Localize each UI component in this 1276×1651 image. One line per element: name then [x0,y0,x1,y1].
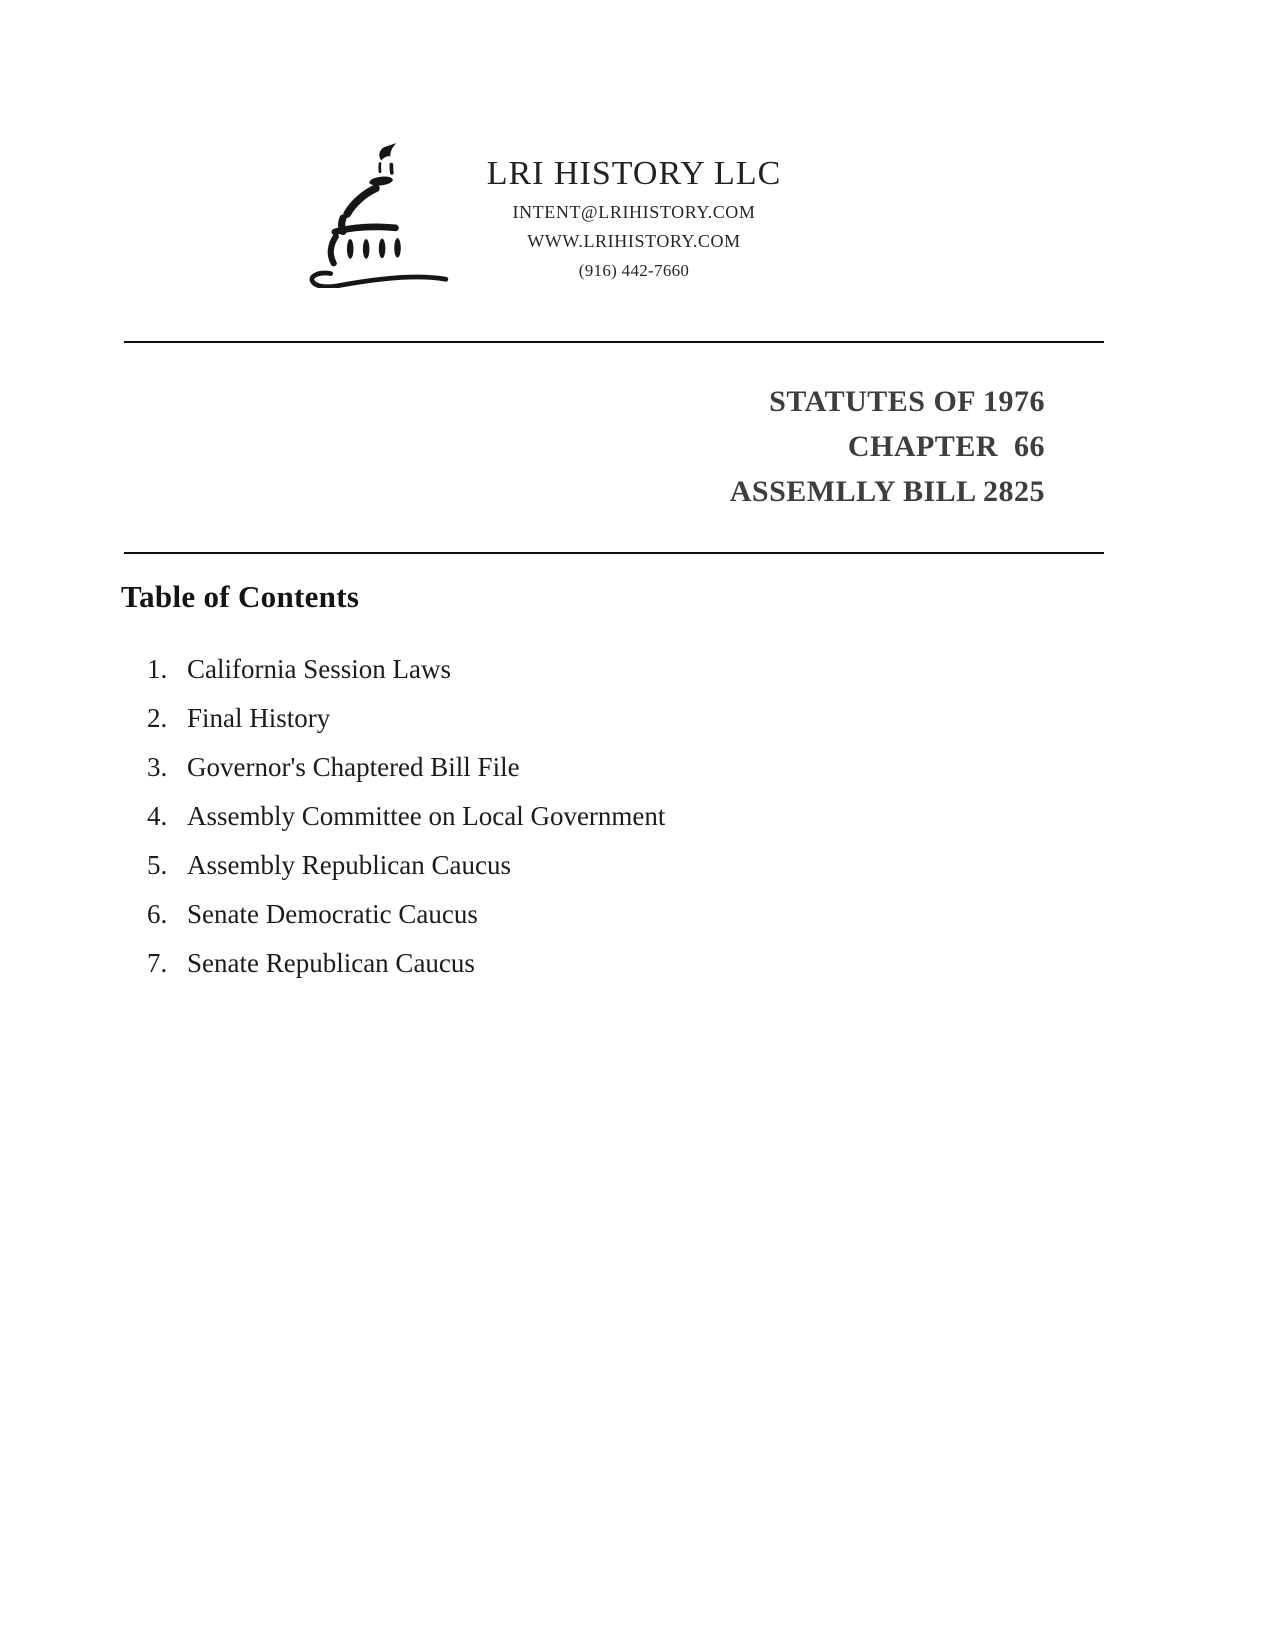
company-phone: (916) 442-7660 [578,261,690,280]
toc-item-label: California Session Laws [187,654,451,684]
letterhead [404,150,864,285]
toc-item-label: Senate Republican Caucus [187,948,475,978]
toc-item-number: 7. [147,948,168,978]
assembly-bill-line: ASSEMLLY BILL 2825 [729,475,1045,508]
toc-item [147,801,1047,831]
toc-item [147,850,1047,880]
toc-item-number: 6. [147,899,168,929]
toc-item [147,654,1047,684]
toc-item-number: 4. [147,801,168,831]
statute-title-block [730,379,1045,514]
toc-item [147,752,1047,782]
toc-item-number: 1. [147,654,168,684]
toc-item-label: Governor's Chaptered Bill File [187,752,520,782]
toc-item-number: 5. [147,850,168,880]
divider-bottom [124,552,1104,554]
toc-item [147,899,1047,929]
toc-heading: Table of Contents [121,579,360,614]
toc-item-label: Assembly Committee on Local Government [187,801,666,831]
toc-item-label: Final History [187,703,331,733]
statutes-year-line: STATUTES OF 1976 [769,385,1045,418]
toc-list [147,654,1047,997]
company-name: LRI HISTORY LLC [486,155,782,192]
company-website: WWW.LRIHISTORY.COM [527,231,741,251]
toc-item [147,703,1047,733]
toc-item-label: Senate Democratic Caucus [187,899,478,929]
toc-item-label: Assembly Republican Caucus [187,850,511,880]
toc-item-number: 3. [147,752,168,782]
divider-top [124,341,1104,343]
chapter-line: CHAPTER 66 [847,430,1045,463]
company-email: INTENT@LRIHISTORY.COM [512,202,756,222]
toc-item [147,948,1047,978]
toc-item-number: 2. [147,703,168,733]
